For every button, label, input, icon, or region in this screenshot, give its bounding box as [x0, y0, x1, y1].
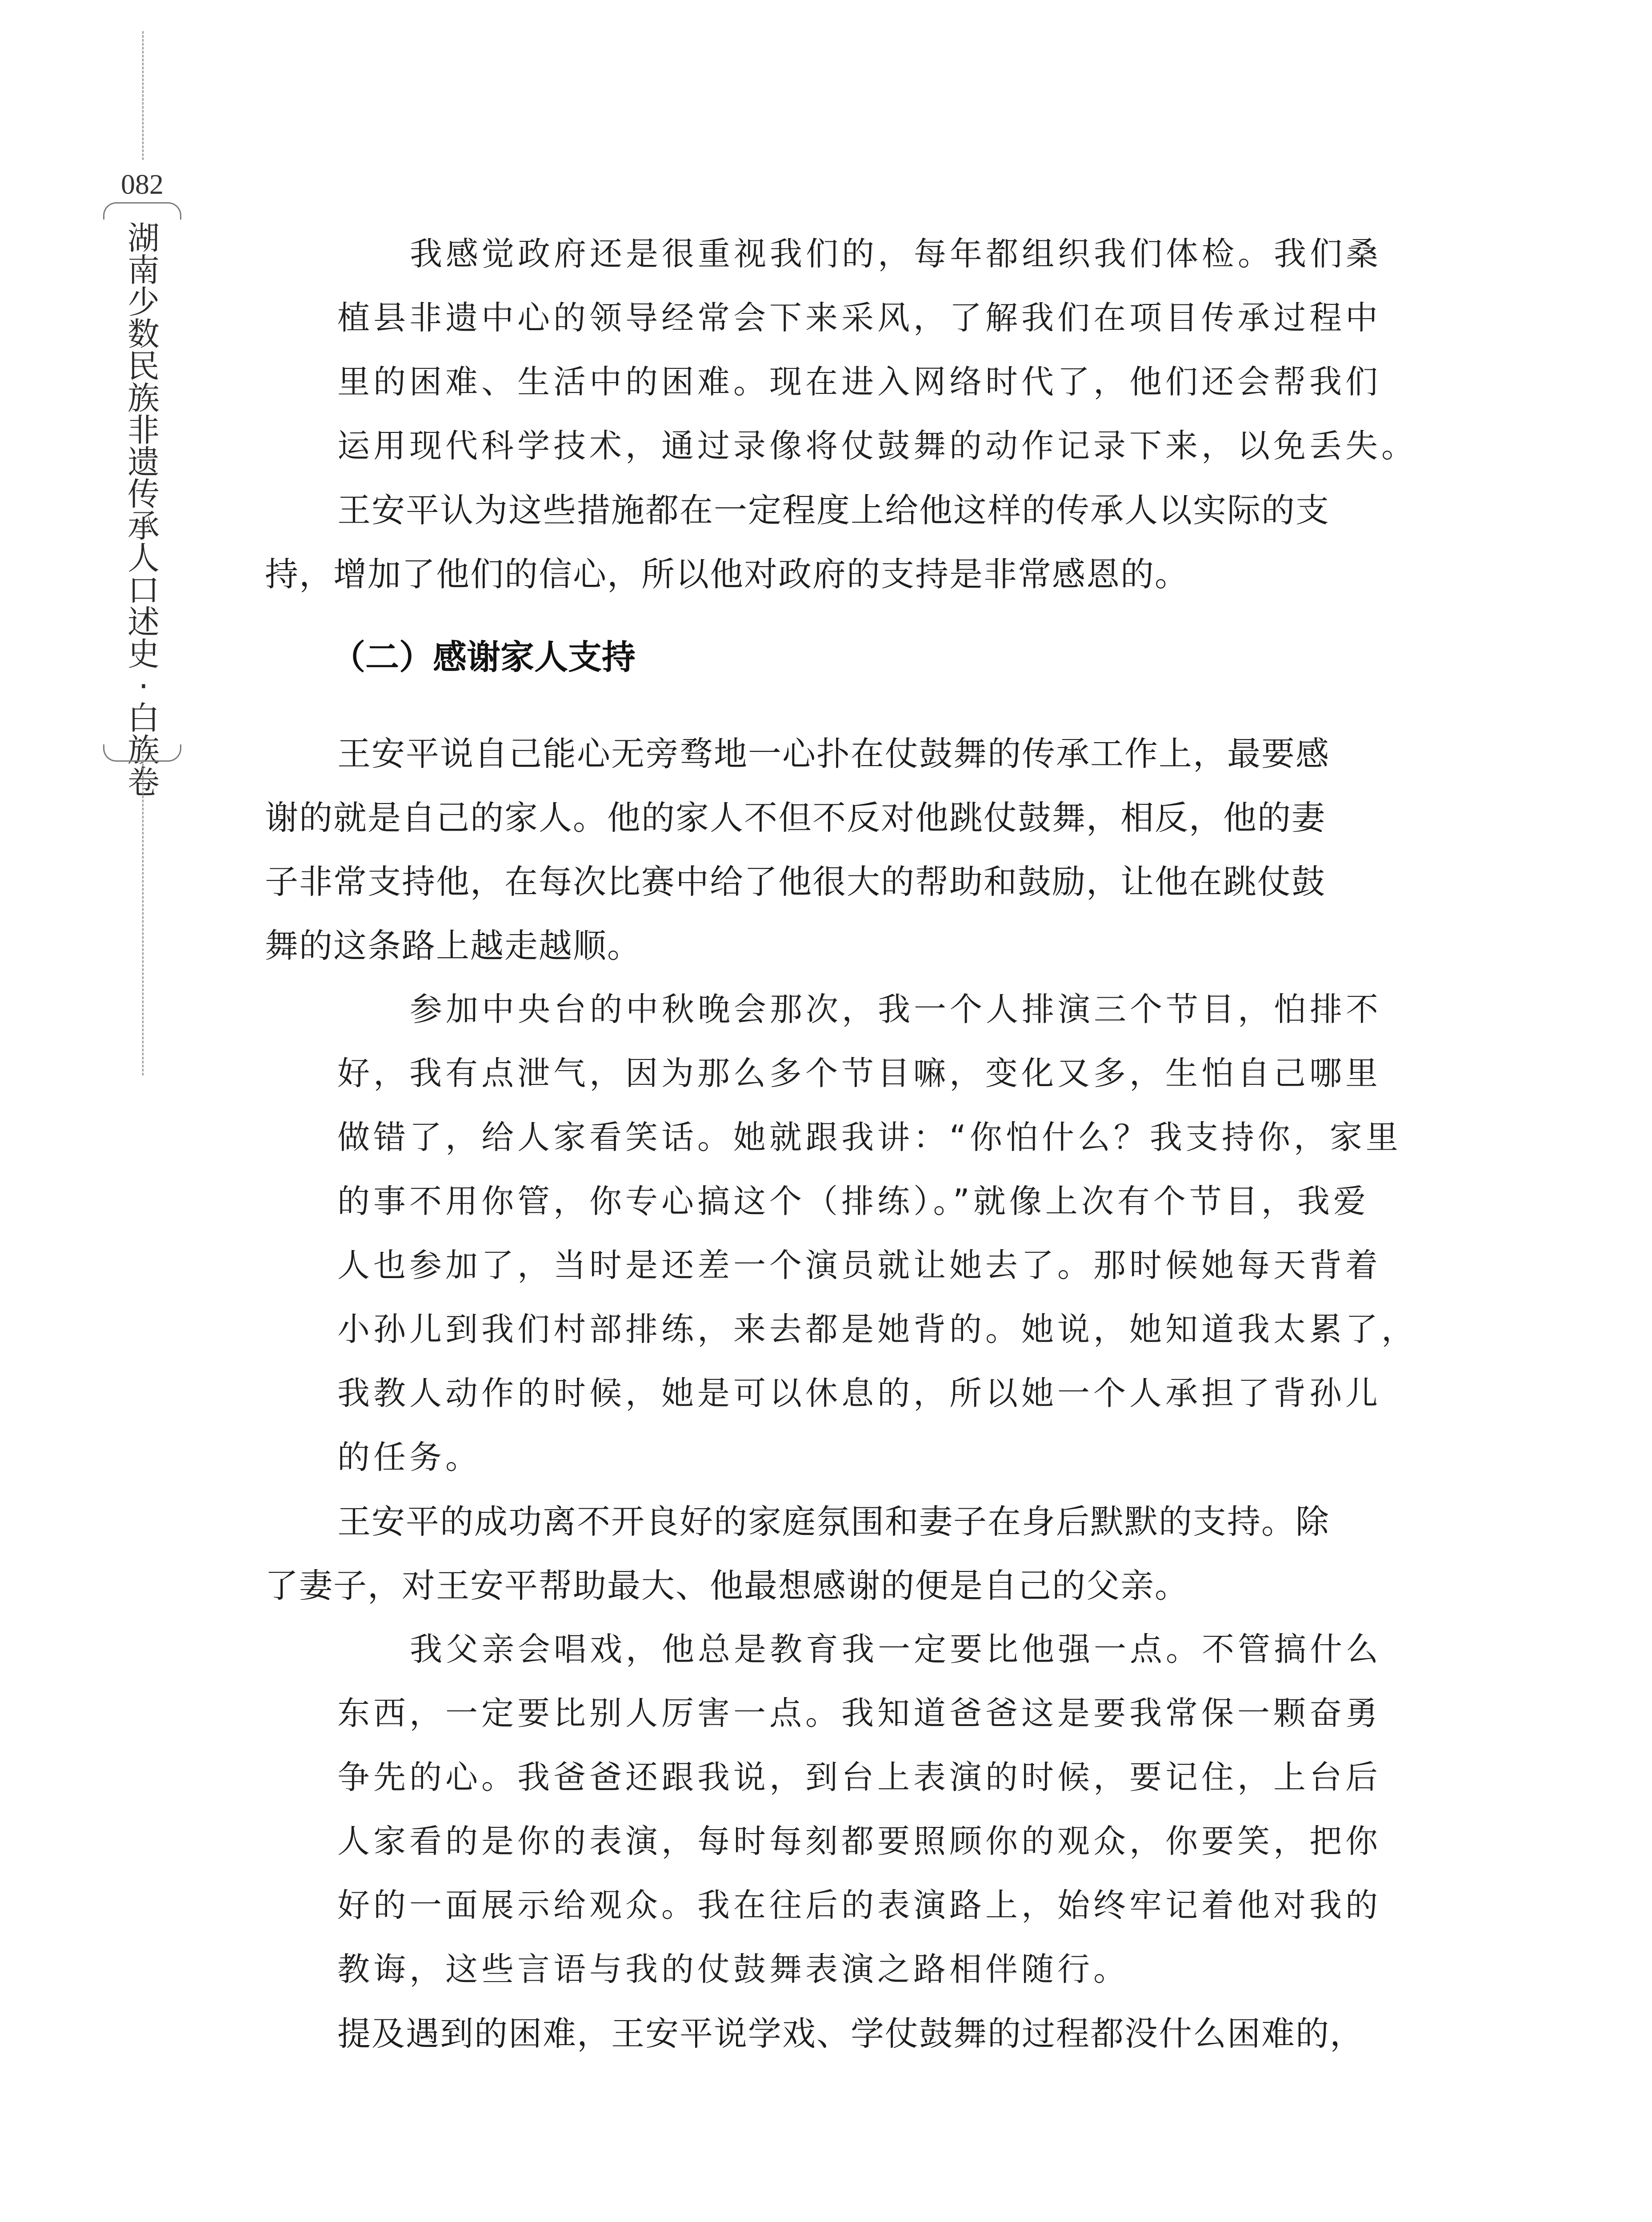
- paragraph-family: [265, 722, 1445, 978]
- paragraph-difficulties: [265, 2002, 1445, 2066]
- quote-line: 做错了，给人家看笑话。她就跟我讲：“你怕什么？我支持你，家里: [337, 1119, 1402, 1156]
- quote-line: 我感觉政府还是很重视我们的，每年都组织我们体检。我们桑: [410, 235, 1382, 273]
- quote-block-wife: [337, 978, 1445, 1490]
- section-heading: （二）感谢家人支持: [332, 637, 636, 677]
- quote-line: 好的一面展示给观众。我在往后的表演路上，始终牢记着他对我的: [337, 1886, 1381, 1924]
- paragraph-government-support: [265, 478, 1445, 606]
- paragraph-line: 谢的就是自己的家人。他的家人不但不反对他跳仗鼓舞，相反，他的妻: [265, 798, 1326, 837]
- paragraph-line: 了妻子，对王安平帮助最大、他最想感谢的便是自己的父亲。: [265, 1566, 1189, 1605]
- page-body: [265, 222, 1445, 2066]
- quote-line: 好，我有点泄气，因为那么多个节目嘛，变化又多，生怕自己哪里: [337, 1055, 1381, 1092]
- paragraph-line: 子非常支持他，在每次比赛中给了他很大的帮助和鼓励，让他在跳仗鼓: [265, 862, 1326, 901]
- paragraph-line: 王安平认为这些措施都在一定程度上给他这样的传承人以实际的支: [337, 491, 1330, 530]
- quote-line: 植县非遗中心的领导经常会下来采风，了解我们在项目传承过程中: [337, 299, 1381, 337]
- paragraph-line: 提及遇到的困难，王安平说学戏、学仗鼓舞的过程都没什么困难的，: [337, 2014, 1364, 2053]
- quote-block-father: [337, 1618, 1445, 2002]
- margin-rule-top: [142, 31, 144, 160]
- paragraph-wife-support: [265, 1490, 1445, 1618]
- paragraph-line: 王安平说自己能心无旁骛地一心扑在仗鼓舞的传承工作上，最要感: [337, 734, 1330, 773]
- quote-line: 我教人动作的时候，她是可以休息的，所以她一个人承担了背孙儿: [337, 1375, 1381, 1412]
- paragraph-line: 持，增加了他们的信心，所以他对政府的支持是非常感恩的。: [265, 555, 1189, 594]
- quote-line: 运用现代科学技术，通过录像将仗鼓舞的动作记录下来，以免丢失。: [337, 427, 1417, 465]
- quote-line: 的任务。: [337, 1439, 481, 1476]
- quote-line: 东西，一定要比别人厉害一点。我知道爸爸这是要我常保一颗奋勇: [337, 1694, 1381, 1732]
- quote-line: 人也参加了，当时是还差一个演员就让她去了。那时候她每天背着: [337, 1247, 1381, 1284]
- quote-line: 小孙儿到我们村部排练，来去都是她背的。她说，她知道我太累了，: [337, 1311, 1417, 1348]
- paragraph-line: 王安平的成功离不开良好的家庭氛围和妻子在身后默默的支持。除: [337, 1502, 1330, 1541]
- margin-rule-bottom: [142, 755, 144, 1075]
- quote-line: 的事不用你管，你专心搞这个（排练）。”就像上次有个节目，我爱: [337, 1183, 1369, 1220]
- title-bracket-top: [103, 202, 181, 220]
- quote-line: 人家看的是你的表演，每时每刻都要照顾你的观众，你要笑，把你: [337, 1822, 1381, 1860]
- quote-line: 争先的心。我爸爸还跟我说，到台上表演的时候，要记住，上台后: [337, 1758, 1381, 1796]
- running-title: 湖 南 少 数 民 族 非 遗 传 承 人 口 述 史 · 白 族 卷: [127, 220, 160, 801]
- quote-line: 里的困难、生活中的困难。现在进入网络时代了，他们还会帮我们: [337, 363, 1381, 401]
- quote-line: 参加中央台的中秋晚会那次，我一个人排演三个节目，怕排不: [410, 991, 1382, 1028]
- quote-line: 我父亲会唱戏，他总是教育我一定要比他强一点。不管搞什么: [410, 1631, 1382, 1668]
- page-number: 082: [121, 168, 164, 200]
- paragraph-line: 舞的这条路上越走越顺。: [265, 926, 642, 965]
- quote-block-government: [337, 222, 1445, 478]
- quote-line: 教诲，这些言语与我的仗鼓舞表演之路相伴随行。: [337, 1950, 1129, 1988]
